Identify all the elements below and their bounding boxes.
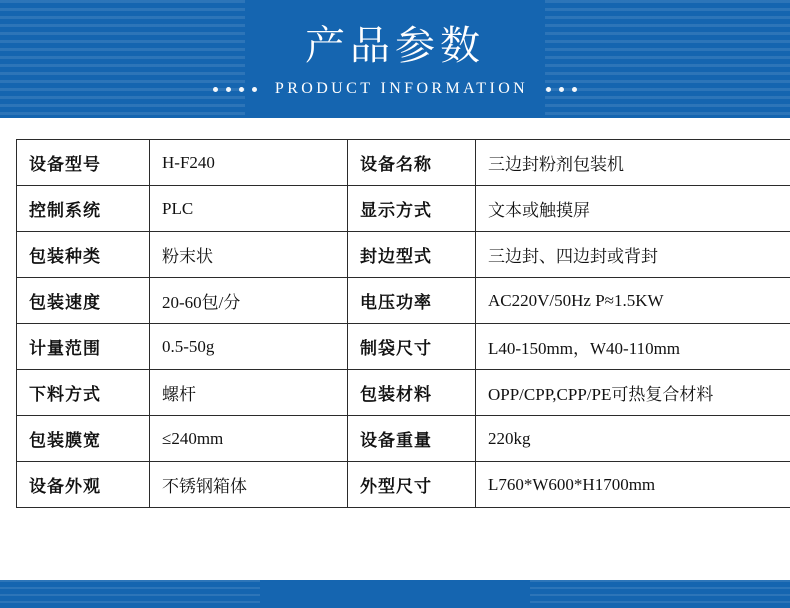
spec-value: 螺杆 — [150, 370, 348, 416]
footer-stripe-pattern-right — [530, 580, 790, 608]
spec-label: 封边型式 — [348, 232, 476, 278]
dot-icon — [252, 87, 257, 92]
table-row — [17, 462, 790, 508]
spec-label: 下料方式 — [17, 370, 150, 416]
spec-label: 设备名称 — [348, 140, 476, 186]
specification-table-container — [16, 139, 774, 508]
spec-value: ≤240mm — [150, 416, 348, 462]
page-header-banner — [0, 0, 790, 118]
decorative-dots-left — [209, 87, 261, 92]
spec-label: 控制系统 — [17, 186, 150, 232]
spec-value: 不锈钢箱体 — [150, 462, 348, 508]
spec-label: 显示方式 — [348, 186, 476, 232]
page-title: 产品参数 — [305, 23, 485, 68]
footer-stripe-pattern-left — [0, 580, 260, 608]
spec-value: OPP/CPP,CPP/PE可热复合材料 — [476, 370, 790, 416]
decorative-dots-right — [542, 87, 581, 92]
page-subtitle: PRODUCT INFORMATION — [274, 80, 529, 97]
spec-label: 包装种类 — [17, 232, 150, 278]
dot-icon — [546, 87, 551, 92]
spec-value: AC220V/50Hz P≈1.5KW — [476, 278, 790, 324]
table-row — [17, 324, 790, 370]
page-footer-bar — [0, 580, 790, 608]
spec-label: 包装膜宽 — [17, 416, 150, 462]
spec-label: 包装速度 — [17, 278, 150, 324]
spec-label: 电压功率 — [348, 278, 476, 324]
spec-label: 包装材料 — [348, 370, 476, 416]
banner-subtitle-row — [209, 80, 581, 98]
spec-value: 三边封、四边封或背封 — [476, 232, 790, 278]
spec-value: L40-150mm，W40-110mm — [476, 324, 790, 370]
spec-value: PLC — [150, 186, 348, 232]
spec-value: L760*W600*H1700mm — [476, 462, 790, 508]
spec-value: 三边封粉剂包装机 — [476, 140, 790, 186]
spec-value: 文本或触摸屏 — [476, 186, 790, 232]
spec-label: 设备重量 — [348, 416, 476, 462]
dot-icon — [572, 87, 577, 92]
dot-icon — [559, 87, 564, 92]
spec-value: 20-60包/分 — [150, 278, 348, 324]
spec-value: 220kg — [476, 416, 790, 462]
spec-label: 计量范围 — [17, 324, 150, 370]
table-row — [17, 416, 790, 462]
table-row — [17, 186, 790, 232]
dot-icon — [226, 87, 231, 92]
banner-content — [0, 0, 790, 118]
table-row — [17, 140, 790, 186]
spec-value: 粉末状 — [150, 232, 348, 278]
spec-value: H-F240 — [150, 140, 348, 186]
spec-label: 设备外观 — [17, 462, 150, 508]
specification-table — [16, 139, 790, 508]
table-row — [17, 370, 790, 416]
dot-icon — [239, 87, 244, 92]
table-row — [17, 278, 790, 324]
spec-value: 0.5-50g — [150, 324, 348, 370]
dot-icon — [213, 87, 218, 92]
spec-label: 外型尺寸 — [348, 462, 476, 508]
spec-label: 制袋尺寸 — [348, 324, 476, 370]
table-row — [17, 232, 790, 278]
spec-label: 设备型号 — [17, 140, 150, 186]
